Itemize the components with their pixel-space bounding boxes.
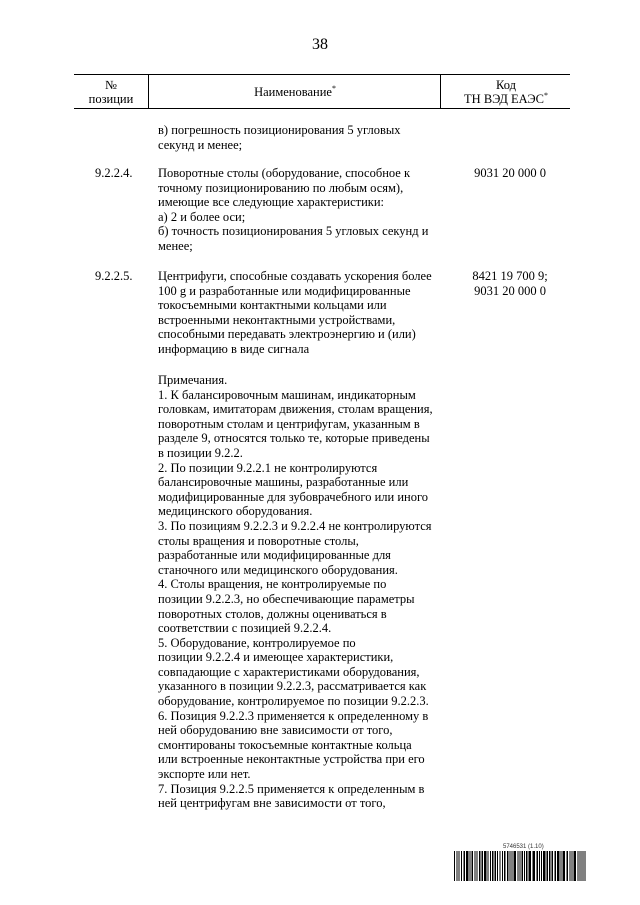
position-number-9225: 9.2.2.5. <box>95 269 133 283</box>
table-header <box>74 74 570 109</box>
barcode-label: 5746531 (1.10) <box>503 844 544 850</box>
note-line: оборудование, контролируемое по позиции 9.2.2.3. <box>158 694 429 709</box>
note-line: позиции 9.2.2.4 и имеющее характеристики, <box>158 650 394 665</box>
note-line: поворотных столов, должны оцениваться в <box>158 606 387 621</box>
continuation-text: в) погрешность позиционирования 5 угловых секунд и менее; <box>158 123 401 152</box>
note-line: ней центрифугам вне зависимости от того, <box>158 796 386 811</box>
note-line: или встроенные неконтактные устройства при его <box>158 752 425 767</box>
note-line: 2. По позиции 9.2.2.1 не контролируются <box>158 460 378 475</box>
note-line: соответствии с позицией 9.2.2.4. <box>158 621 332 636</box>
note-line: разделе 9, относятся только те, которые приведены <box>158 431 430 446</box>
header-name: Наименование* <box>148 75 441 108</box>
position-name-9225: Центрифуги, способные создавать ускорения более 100 g и разработанные или модифицированные токосъемными контактными кольцами или встроенными неконтактными устройствами, способными передавать электроэнергию и (или) информацию в виде сигнала <box>158 269 432 356</box>
note-line: позиции 9.2.2.3, но обеспечивающие параметры <box>158 591 415 606</box>
note-line: в позиции 9.2.2. <box>158 445 243 460</box>
note-line: Примечания. <box>158 373 228 387</box>
note-line: 3. По позициям 9.2.2.3 и 9.2.2.4 не контролируются <box>158 518 432 533</box>
note-line: 6. Позиция 9.2.2.3 применяется к определенному в <box>158 708 429 723</box>
note-line: 4. Столы вращения, не контролируемые по <box>158 577 387 592</box>
note-line: 1. К балансировочным машинам, индикаторным <box>158 387 416 402</box>
header-code: Код ТН ВЭД ЕАЭС* <box>440 75 571 108</box>
position-code-9225: 8421 19 700 9; 9031 20 000 0 <box>472 269 548 298</box>
note-line: смонтированы токосъемные контактные кольца <box>158 737 412 752</box>
note-line: головкам, имитаторам движения, столам вращения, <box>158 402 433 417</box>
header-position-number: № позиции <box>88 77 134 106</box>
note-line: экспорте или нет. <box>158 767 251 782</box>
note-line: столы вращения и поворотные столы, <box>158 533 359 548</box>
page-number: 38 <box>312 36 328 53</box>
note-line: указанного в позиции 9.2.2.3, рассматривается как <box>158 679 427 694</box>
position-number-9224: 9.2.2.4. <box>95 166 133 180</box>
barcode-image <box>454 851 586 881</box>
note-line: модифицированные для зубоврачебного или иного <box>158 489 429 504</box>
note-line: поворотным столам и центрифугам, указанным в <box>158 416 420 431</box>
note-line: станочного или медицинского оборудования. <box>158 562 398 577</box>
position-name-9224: Поворотные столы (оборудование, способное к точному позиционированию по любым осям), имеющие все следующие характеристики: а) 2 и более оси; б) точность позиционирования 5 угловых секунд и менее; <box>158 166 429 253</box>
notes-section <box>158 373 433 811</box>
note-line: совпадающие с характеристиками оборудования, <box>158 664 420 679</box>
note-line: медицинского оборудования. <box>158 504 313 519</box>
position-code-9224: 9031 20 000 0 <box>474 166 546 180</box>
note-line: разработанные или модифицированные для <box>158 548 391 563</box>
note-line: балансировочные машины, разработанные или <box>158 475 409 490</box>
note-line: 5. Оборудование, контролируемое по <box>158 635 356 650</box>
note-line: 7. Позиция 9.2.2.5 применяется к определенным в <box>158 781 425 796</box>
note-line: ней оборудованию вне зависимости от того, <box>158 723 393 738</box>
